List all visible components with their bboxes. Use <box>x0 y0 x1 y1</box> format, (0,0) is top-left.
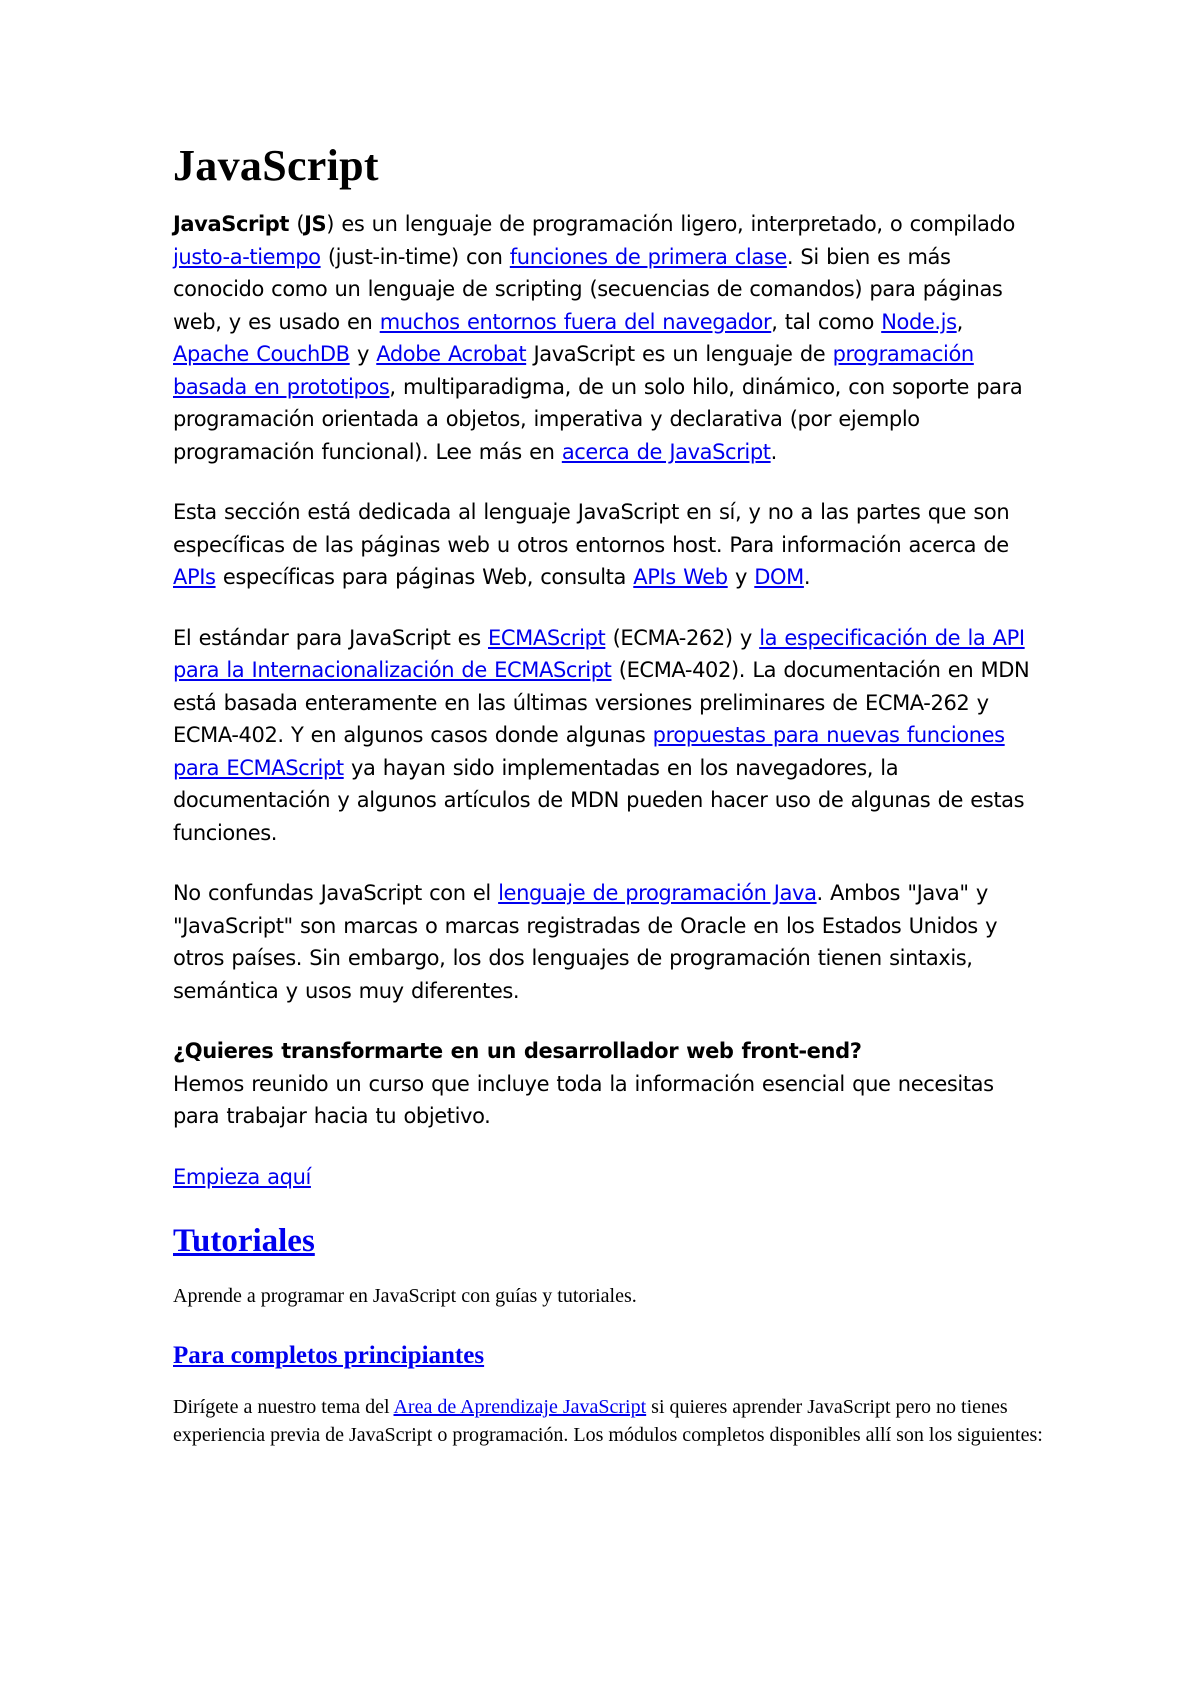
article-body <box>173 208 1043 1193</box>
text-span: . <box>803 565 811 589</box>
link-entornos-fuera-navegador[interactable]: muchos entornos fuera del navegador <box>379 309 772 334</box>
link-lenguaje-java[interactable]: lenguaje de programación Java <box>498 881 817 905</box>
link-para-completos-principiantes[interactable]: Para completos principiantes <box>173 1342 485 1369</box>
text-span: y <box>727 565 755 589</box>
document-page <box>173 140 1043 1449</box>
link-propuestas-ecmascript[interactable]: propuestas para nuevas funciones para ECMAScript <box>173 723 1005 780</box>
page-title: JavaScript <box>173 141 379 190</box>
link-tutoriales[interactable]: Tutoriales <box>173 1223 315 1259</box>
link-area-aprendizaje[interactable]: Area de Aprendizaje JavaScript <box>393 1396 647 1418</box>
promo-block <box>173 1035 1043 1133</box>
text-span: Esta sección está dedicada al lenguaje JavaScript en sí, y no a las partes que son específicas de las páginas web u otros entornos host. Para información acerca de <box>173 500 1010 557</box>
text-span: ) es un lenguaje de programación ligero, interpretado, o compilado <box>326 212 1015 236</box>
link-apache-couchdb[interactable]: Apache CouchDB <box>173 342 350 366</box>
tutorials-text: Aprende a programar en JavaScript con guías y tutoriales. <box>173 1285 637 1307</box>
promo-heading-text: ¿Quieres transformarte en un desarrollador web front-end? <box>173 1039 862 1063</box>
link-justo-a-tiempo[interactable]: justo-a-tiempo <box>173 244 321 269</box>
bold-term: JavaScript <box>173 212 290 236</box>
text-span: El estándar para JavaScript es <box>173 625 489 650</box>
text-span: . <box>770 439 777 464</box>
text-span: , <box>956 309 963 334</box>
text-span: específicas para páginas Web, consulta <box>215 565 634 589</box>
text-span: (just-in-time) con <box>320 244 510 269</box>
bold-term: JS <box>304 212 327 236</box>
text-span: ya hayan sido implementadas en los navegadores, la documentación y algunos artículos de MDN pueden hacer uso de algunas de estas funciones. <box>173 755 1025 845</box>
promo-text: Hemos reunido un curso que incluye toda la información esencial que necesitas para trabajar hacia tu objetivo. <box>173 1071 994 1128</box>
link-adobe-acrobat[interactable]: Adobe Acrobat <box>376 342 527 366</box>
tutorials-heading <box>173 1221 1043 1261</box>
link-prototipos[interactable]: programación basada en prototipos <box>173 342 974 399</box>
link-empieza-aqui[interactable]: Empieza aquí <box>173 1164 311 1189</box>
text-span: ( <box>289 212 305 236</box>
link-especificacion-api-intl[interactable]: la especificación de la API para la Internacionalización de ECMAScript <box>173 625 1025 682</box>
text-span: , multiparadigma, de un solo hilo, dinámico, con soporte para programación orientada a objetos, imperativa y declarativa (por ejemplo programación funcional). Lee más en <box>173 374 1023 464</box>
link-dom[interactable]: DOM <box>754 565 804 589</box>
text-span: Dirígete a nuestro tema del <box>173 1396 394 1418</box>
text-span: (ECMA-402). La documentación en MDN está basada enteramente en las últimas versiones preliminares de ECMA-262 y ECMA-402. Y en algunos casos donde algunas <box>173 658 1030 747</box>
text-span: , tal como <box>771 309 882 334</box>
intro-paragraph <box>173 208 1043 468</box>
promo-link-paragraph <box>173 1161 1043 1194</box>
text-span: No confundas JavaScript con el <box>173 881 499 905</box>
text-span: si quieres aprender JavaScript pero no tienes experiencia previa de JavaScript o programación. Los módulos completos disponibles allí son los siguientes: <box>173 1396 1043 1446</box>
link-funciones-primera-clase[interactable]: funciones de primera clase <box>509 244 787 269</box>
link-ecmascript[interactable]: ECMAScript <box>488 625 606 650</box>
scope-paragraph <box>173 496 1043 594</box>
link-apis-web[interactable]: APIs Web <box>633 565 728 589</box>
link-apis[interactable]: APIs <box>173 565 216 589</box>
java-note-paragraph <box>173 877 1043 1007</box>
text-span: . Ambos "Java" y "JavaScript" son marcas o marcas registradas de Oracle en los Estados Unidos y otros países. Sin embargo, los dos lenguajes de programación tienen sintaxis, semántica y usos muy diferentes. <box>173 881 998 1003</box>
text-span: . Si bien es más conocido como un lenguaje de scripting (secuencias de comandos) para páginas web, y es usado en <box>173 244 1003 334</box>
text-span: JavaScript es un lenguaje de <box>526 342 833 366</box>
beginners-paragraph <box>173 1393 1043 1449</box>
link-nodejs[interactable]: Node.js <box>881 309 957 334</box>
beginners-heading <box>173 1339 1043 1373</box>
text-span: (ECMA-262) y <box>605 625 760 650</box>
standard-paragraph <box>173 622 1043 850</box>
promo-heading <box>173 1035 1043 1068</box>
text-span: y <box>349 342 377 366</box>
link-acerca-de-javascript[interactable]: acerca de JavaScript <box>561 439 771 464</box>
